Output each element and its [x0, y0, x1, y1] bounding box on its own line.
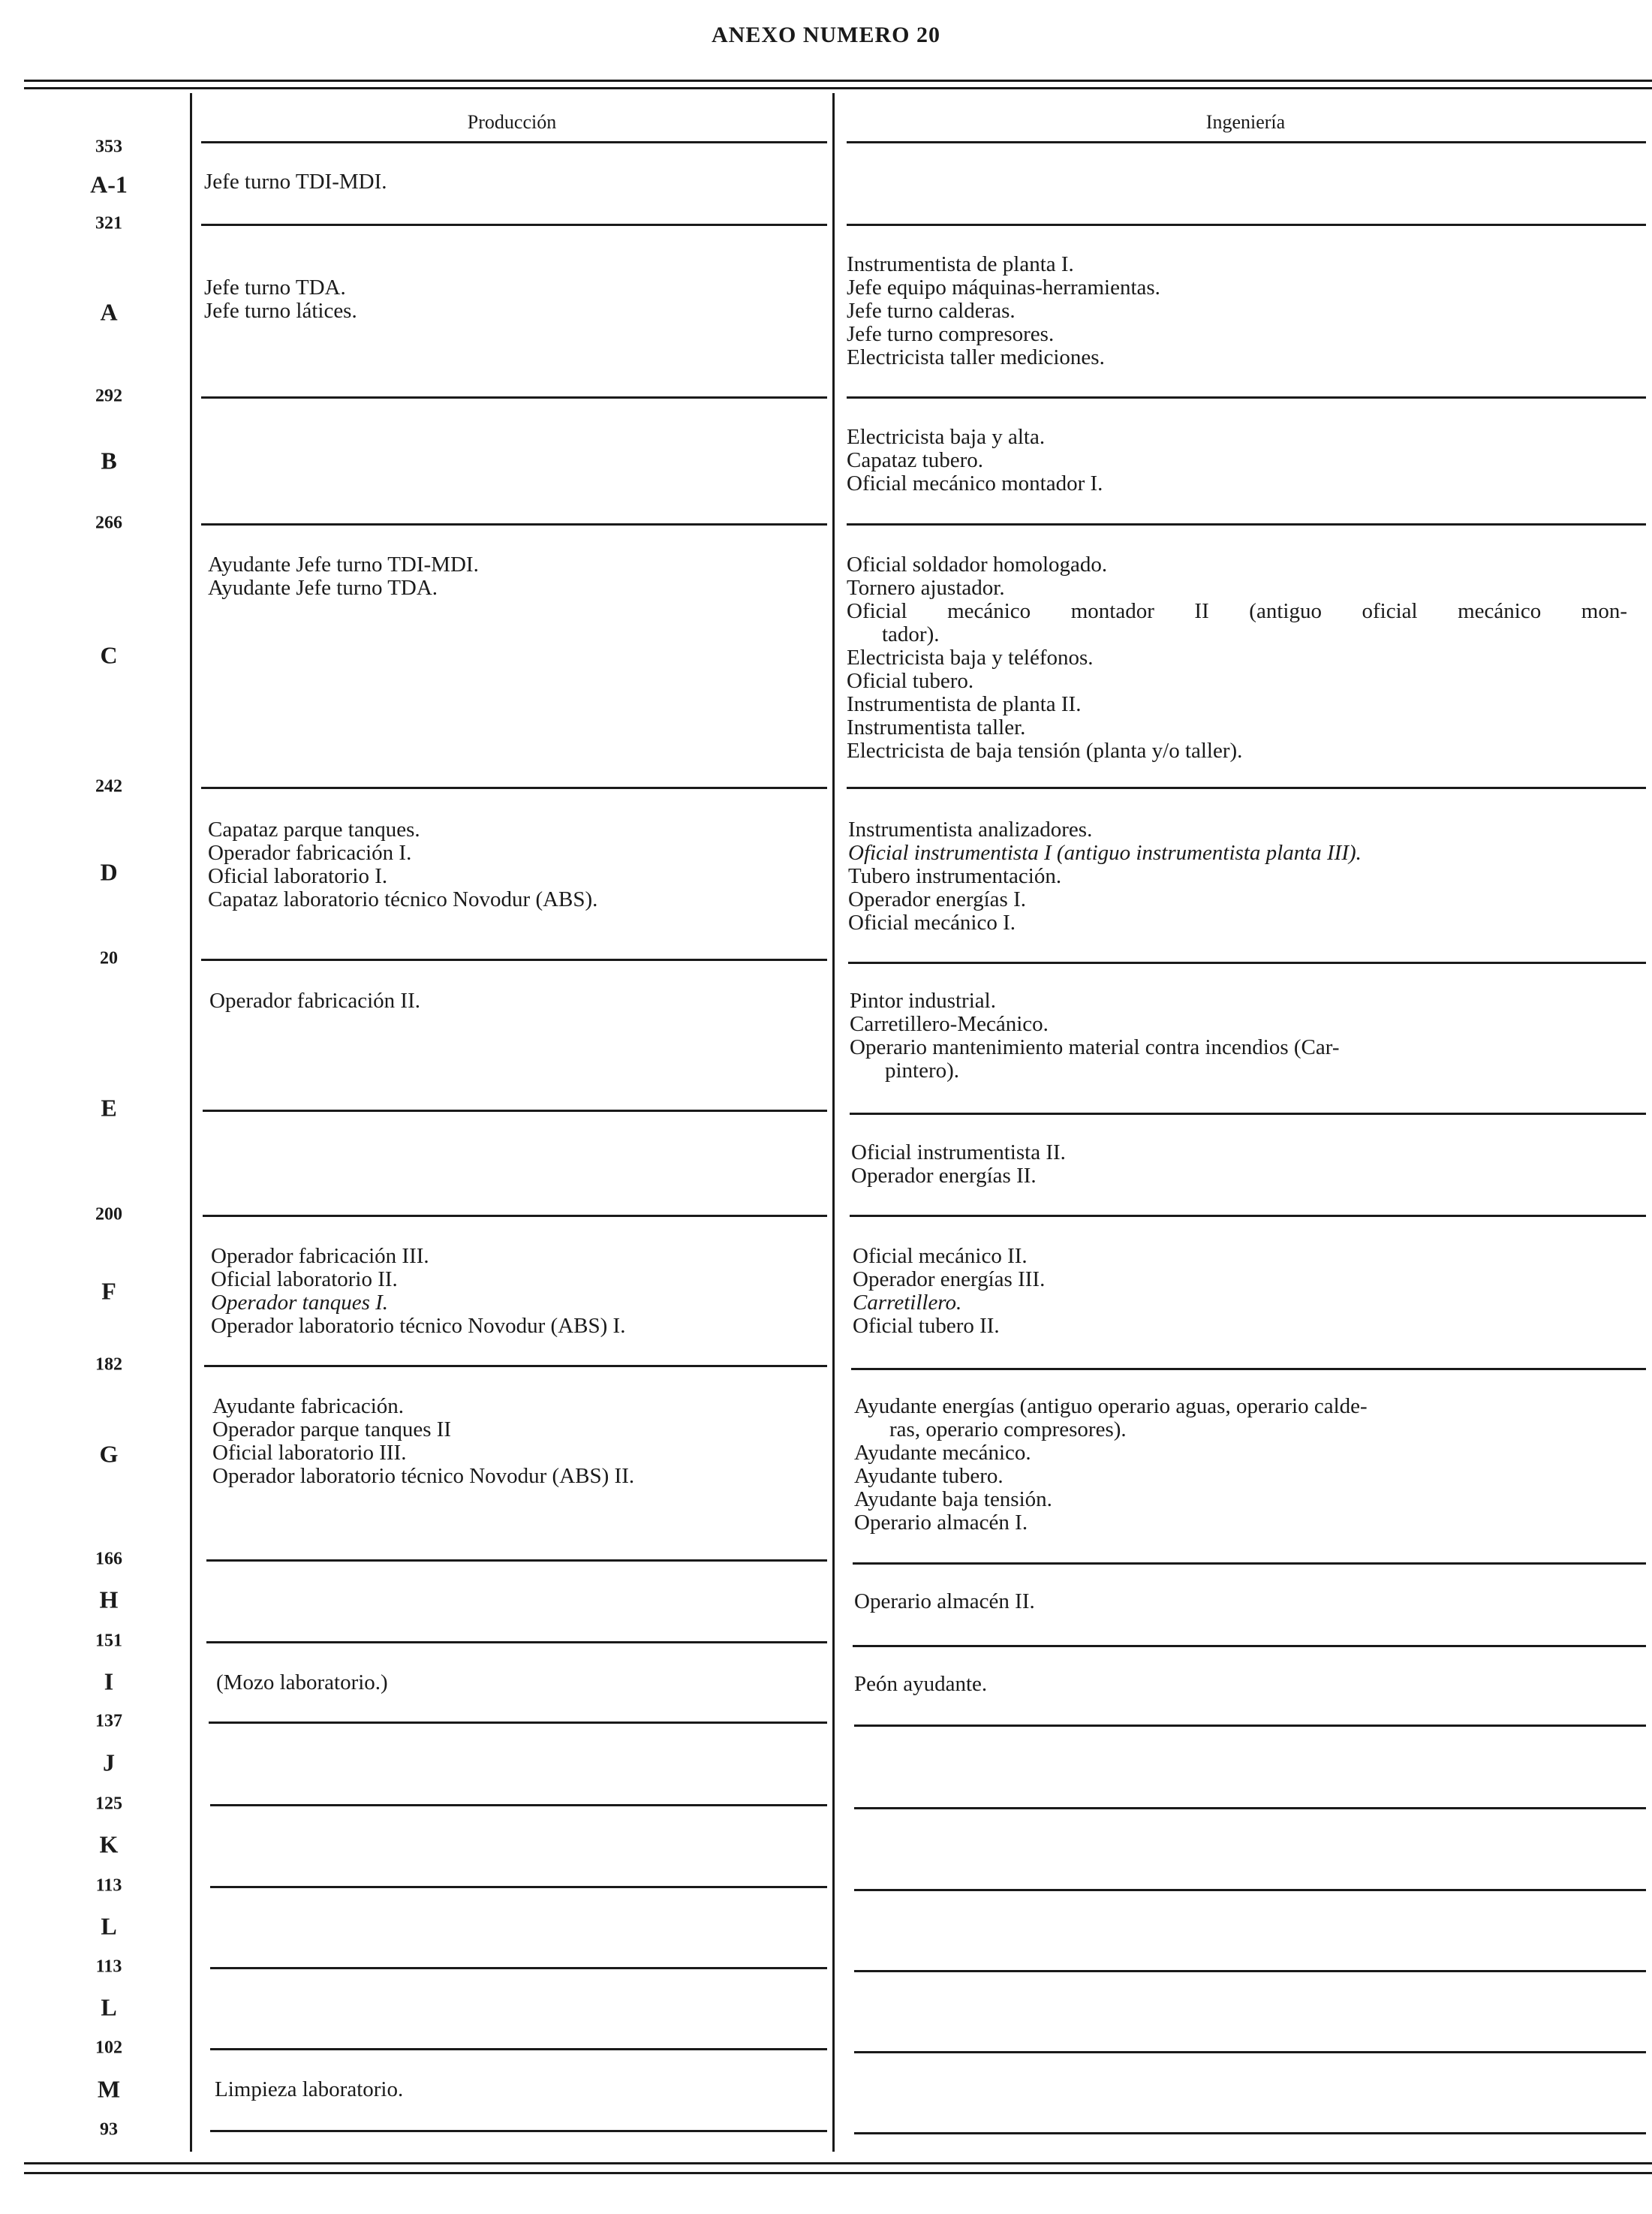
- job-title: Operador energías I.: [848, 887, 1026, 911]
- job-title: Capataz parque tanques.: [208, 818, 420, 842]
- points-label: 20: [100, 948, 118, 968]
- grade-label: I: [104, 1667, 114, 1695]
- produccion-cell-i: [216, 1671, 388, 1694]
- ingenieria-cell-d: [848, 818, 1362, 935]
- points-label: 321: [95, 213, 122, 233]
- row-rule-ing: [854, 2132, 1646, 2134]
- grade-label: L: [101, 1912, 117, 1940]
- top-double-rule-1: [24, 80, 1652, 82]
- job-title: Oficial instrumentista I (antiguo instrumentista planta III).: [848, 841, 1362, 865]
- column-header-ingenieria: Ingeniería: [1205, 111, 1286, 133]
- points-label: 266: [95, 513, 122, 533]
- row-rule-ing: [854, 1970, 1646, 1972]
- job-title: Jefe equipo máquinas-herramientas.: [847, 276, 1160, 300]
- job-title-continuation: ras, operario compresores).: [889, 1417, 1127, 1441]
- job-title: Pintor industrial.: [850, 989, 996, 1013]
- job-title: Instrumentista de planta I.: [847, 252, 1074, 276]
- job-title: Instrumentista analizadores.: [848, 818, 1093, 842]
- grade-label: G: [99, 1440, 119, 1468]
- job-title: Jefe turno látices.: [204, 299, 357, 323]
- grade-label: F: [101, 1277, 116, 1305]
- job-title: Ayudante tubero.: [854, 1464, 1004, 1488]
- job-title: Operario almacén I.: [854, 1511, 1028, 1535]
- grade-label: E: [101, 1094, 117, 1122]
- grade-label: L: [101, 1993, 117, 2021]
- points-label: 242: [95, 776, 122, 797]
- job-title: Operador fabricación II.: [209, 989, 420, 1013]
- job-title: Jefe turno calderas.: [847, 299, 1016, 323]
- job-title: Ayudante mecánico.: [854, 1441, 1031, 1465]
- job-title: Ayudante energías (antiguo operario aguas, operario calde-: [854, 1394, 1368, 1418]
- job-title: Instrumentista taller.: [847, 715, 1026, 740]
- row-rule-ing: [850, 1215, 1646, 1217]
- job-title: Oficial mecánico montador II (antiguo oficial mecánico mon-: [847, 599, 1627, 623]
- job-title: Peón ayudante.: [854, 1672, 988, 1696]
- points-label: 200: [95, 1204, 122, 1224]
- ingenieria-cell-f: [853, 1245, 1045, 1338]
- points-label: 102: [95, 2038, 122, 2058]
- row-rule-prod: [201, 224, 827, 226]
- row-rule-prod: [203, 1110, 827, 1112]
- row-rule-prod: [201, 959, 827, 961]
- job-title: Oficial laboratorio II.: [211, 1267, 398, 1291]
- row-rule-prod: [203, 1215, 827, 1217]
- job-title-continuation: tador).: [882, 622, 940, 646]
- job-title: Electricista baja y teléfonos.: [847, 646, 1094, 670]
- job-title: Capataz laboratorio técnico Novodur (ABS).: [208, 887, 598, 911]
- row-rule-prod: [206, 1641, 827, 1643]
- job-title: Operador parque tanques II: [212, 1417, 452, 1441]
- bottom-double-rule-2: [24, 2172, 1652, 2174]
- grade-label: B: [101, 447, 117, 474]
- row-rule-ing: [853, 1562, 1646, 1565]
- job-title: Instrumentista de planta II.: [847, 692, 1082, 716]
- job-title: Electricista baja y alta.: [847, 425, 1046, 449]
- top-double-rule-2: [24, 87, 1652, 89]
- job-title: Oficial instrumentista II.: [851, 1140, 1066, 1164]
- job-title: Oficial tubero II.: [853, 1314, 1000, 1338]
- left-column-rule: [190, 93, 192, 2152]
- job-title: Carretillero-Mecánico.: [850, 1012, 1049, 1036]
- job-title: Operador fabricación III.: [211, 1244, 429, 1268]
- row-rule-ing: [851, 1368, 1646, 1370]
- ingenieria-cell-b: [847, 426, 1103, 496]
- job-title: Jefe turno TDI-MDI.: [204, 170, 387, 194]
- points-label: 166: [95, 1549, 122, 1569]
- produccion-cell-m: [215, 2078, 403, 2101]
- points-label: 93: [100, 2119, 118, 2140]
- job-title: Tornero ajustador.: [847, 576, 1005, 600]
- grade-label: C: [100, 641, 118, 669]
- column-header-produccion: Producción: [467, 111, 557, 133]
- job-title: Oficial mecánico II.: [853, 1244, 1028, 1268]
- points-label: 151: [95, 1631, 122, 1651]
- ingenieria-cell-a: [847, 253, 1160, 369]
- row-rule-ing: [847, 224, 1646, 226]
- job-title: Operador fabricación I.: [208, 841, 412, 865]
- job-title: Operador laboratorio técnico Novodur (ABS) I.: [211, 1314, 626, 1338]
- job-title: Jefe turno TDA.: [204, 276, 346, 300]
- job-title: Ayudante baja tensión.: [854, 1487, 1052, 1511]
- job-title: Jefe turno compresores.: [847, 322, 1055, 346]
- row-rule-ing: [848, 962, 1646, 964]
- job-title: Electricista taller mediciones.: [847, 345, 1105, 369]
- row-rule-prod: [210, 1886, 827, 1888]
- job-title: Ayudante Jefe turno TDA.: [208, 576, 438, 600]
- ingenieria-cell-g: [854, 1395, 1627, 1535]
- points-label: 113: [95, 1875, 122, 1896]
- row-rule-prod: [209, 1721, 827, 1724]
- produccion-cell-a: [204, 276, 357, 323]
- points-label: 137: [95, 1711, 122, 1731]
- row-rule-prod: [204, 1365, 827, 1367]
- row-rule-ing: [854, 1725, 1646, 1727]
- job-title: Ayudante fabricación.: [212, 1394, 404, 1418]
- job-title: Operario mantenimiento material contra incendios (Car-: [850, 1035, 1340, 1059]
- row-rule-prod: [210, 1967, 827, 1969]
- row-rule-ing: [853, 1645, 1646, 1647]
- grade-label: H: [99, 1586, 119, 1613]
- produccion-cell-f: [211, 1245, 625, 1338]
- job-title: Operario almacén II.: [854, 1589, 1035, 1613]
- ingenieria-cell-e-lower: [851, 1141, 1066, 1188]
- row-rule-prod: [201, 141, 827, 143]
- job-title: (Mozo laboratorio.): [216, 1670, 388, 1694]
- points-label: 292: [95, 386, 122, 406]
- row-rule-prod: [210, 1804, 827, 1806]
- job-title: Operador energías III.: [853, 1267, 1046, 1291]
- points-label: 182: [95, 1354, 122, 1375]
- row-rule-prod: [201, 396, 827, 399]
- job-title: Oficial tubero.: [847, 669, 974, 693]
- page-title: ANEXO NUMERO 20: [712, 23, 940, 47]
- job-title: Oficial laboratorio I.: [208, 864, 388, 888]
- middle-column-rule: [832, 93, 835, 2152]
- job-title: Ayudante Jefe turno TDI-MDI.: [208, 553, 479, 577]
- job-title: Oficial soldador homologado.: [847, 553, 1108, 577]
- job-title: Operador energías II.: [851, 1164, 1037, 1188]
- job-title: Capataz tubero.: [847, 448, 983, 472]
- row-rule-ing: [850, 1113, 1646, 1115]
- ingenieria-cell-e-upper: [850, 990, 1627, 1083]
- produccion-cell-d: [208, 818, 597, 911]
- row-rule-ing: [854, 1889, 1646, 1891]
- grade-label: M: [97, 2075, 121, 2103]
- job-title: Operador laboratorio técnico Novodur (ABS) II.: [212, 1464, 635, 1488]
- grade-label: K: [99, 1830, 119, 1858]
- produccion-cell-g: [212, 1395, 634, 1488]
- job-title: Oficial mecánico montador I.: [847, 471, 1103, 496]
- row-rule-ing: [854, 2051, 1646, 2053]
- bottom-double-rule-1: [24, 2162, 1652, 2164]
- ingenieria-cell-i: [854, 1673, 987, 1696]
- points-label: 125: [95, 1794, 122, 1814]
- produccion-cell-e: [209, 990, 420, 1013]
- ingenieria-cell-h: [854, 1590, 1035, 1613]
- job-title: Operador tanques I.: [211, 1291, 389, 1315]
- row-rule-prod: [201, 787, 827, 789]
- job-title: Oficial mecánico I.: [848, 911, 1016, 935]
- points-label: 353: [95, 137, 122, 157]
- grade-label: J: [103, 1749, 115, 1776]
- row-rule-ing: [847, 523, 1646, 526]
- row-rule-prod: [206, 1559, 827, 1562]
- grade-label: A: [100, 298, 118, 326]
- job-title: Tubero instrumentación.: [848, 864, 1062, 888]
- produccion-cell-c: [208, 553, 479, 600]
- job-title: Electricista de baja tensión (planta y/o taller).: [847, 739, 1243, 763]
- produccion-cell-a1: [204, 170, 387, 194]
- ingenieria-cell-c: [847, 553, 1627, 763]
- row-rule-ing: [847, 141, 1646, 143]
- row-rule-prod: [201, 523, 827, 526]
- job-title: Limpieza laboratorio.: [215, 2077, 404, 2101]
- row-rule-ing: [847, 787, 1646, 789]
- job-title-continuation: pintero).: [885, 1059, 960, 1083]
- grade-label: D: [100, 858, 118, 886]
- row-rule-ing: [854, 1807, 1646, 1809]
- row-rule-prod: [210, 2048, 827, 2050]
- grade-label: A-1: [90, 170, 128, 198]
- row-rule-prod: [210, 2130, 827, 2132]
- job-title: Carretillero.: [853, 1291, 962, 1315]
- points-label: 113: [95, 1956, 122, 1977]
- job-title: Oficial laboratorio III.: [212, 1441, 407, 1465]
- row-rule-ing: [847, 396, 1646, 399]
